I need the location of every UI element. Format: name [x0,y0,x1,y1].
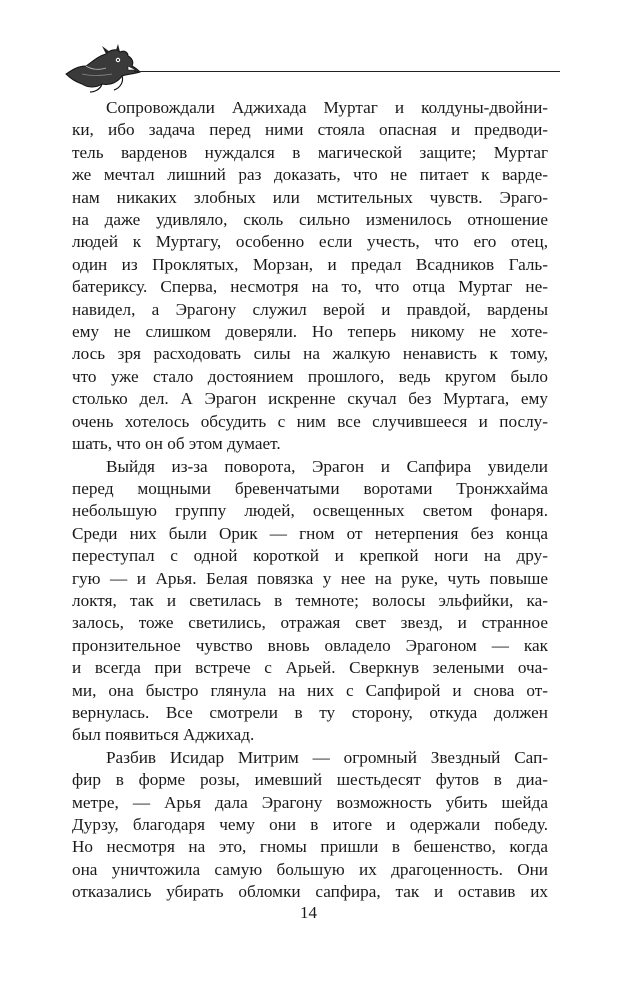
paragraph-3 [72,747,548,904]
text-line: фир в форме розы, имевший шестьдесят футов в диа- [72,770,548,790]
header-rule [134,71,560,72]
text-line: лось зря расходовать силы на жалкую ненависть к тому, [72,344,548,364]
text-line: Сопровождали Аджихада Муртаг и колдуны-двойни- [106,98,548,117]
paragraph-1 [72,97,548,456]
text-line: гую — и Арья. Белая повязка у нее на руке, чуть повыше [72,568,548,588]
text-line: был появиться Аджихад. [72,725,255,745]
text-line: вернулась. Все смотрели в ту сторону, откуда должен [72,702,548,722]
text-line: нам никаких злобных или мстительных чувств. Эраго- [72,187,548,207]
text-line: Среди них были Орик — гном от нетерпения без конца [72,523,548,543]
page-number: 14 [300,903,317,922]
text-line: людей к Муртагу, особенно если учесть, что его отец, [72,232,548,252]
text-line: залось, тоже светились, отражая свет звезд, и странное [72,613,548,633]
text-line: Разбив Исидар Митрим — огромный Звездный Сап- [106,747,548,767]
text-line: ему не слишком доверяли. Но теперь никому не хоте- [72,322,548,342]
text-line: же мечтал лишний раз доказать, что не питает к варде- [72,165,548,185]
text-line: что уже стало достоянием прошлого, ведь кругом было [72,366,548,386]
text-line: отказались убирать обломки сапфира, так и оставив их [72,882,548,902]
text-line: метре, — Арья дала Эрагону возможность убить шейда [72,792,548,812]
text-line: Дурзу, благодаря чему они в итоге и одержали победу. [72,815,548,834]
text-line: очень хотелось обсудить с ним все случившееся и послу- [72,411,548,431]
text-line: перед мощными бревенчатыми воротами Тронжхайма [72,478,548,498]
text-line: навидел, а Эрагону служил верой и правдой, вардены [72,299,548,319]
text-line: она уничтожила самую большую их драгоценность. Они [72,859,548,879]
text-line: пронзительное чувство вновь овладело Эрагоном — как [72,635,548,655]
body-text [72,97,548,904]
paragraph-2 [72,456,548,747]
text-line: переступал с одной короткой и крепкой ноги на дру- [72,546,548,566]
text-line: батериксу. Сперва, несмотря на то, что отца Муртаг не- [72,277,548,297]
text-line: Выйдя из-за поворота, Эрагон и Сапфира увидели [106,456,548,476]
text-line: небольшую группу людей, освещенных светом фонаря. [72,501,548,521]
text-line: шать, что он об этом думает. [72,434,281,454]
text-line: тель варденов нуждался в магической защите; Муртаг [72,142,548,162]
text-line: Но несмотря на это, гномы пришли в бешенство, когда [72,837,548,857]
chapter-header [62,44,562,94]
text-line: ки, ибо задача перед ними стояла опасная и предводи- [72,120,548,140]
text-line: и всегда при встрече с Арьей. Сверкнув зелеными оча- [72,658,548,678]
text-line: ми, она быстро глянула на них с Сапфирой и снова от- [72,680,548,700]
text-line: столько дел. А Эрагон искренне скучал без Муртага, ему [72,389,548,409]
text-line: на даже удивляло, сколь сильно изменилось отношение [72,210,548,230]
text-line: один из Проклятых, Морзан, и предал Всадников Галь- [72,254,548,274]
text-line: локтя, так и светилась в темноте; волосы эльфийки, ка- [72,590,548,610]
dragon-head-icon [62,44,142,94]
